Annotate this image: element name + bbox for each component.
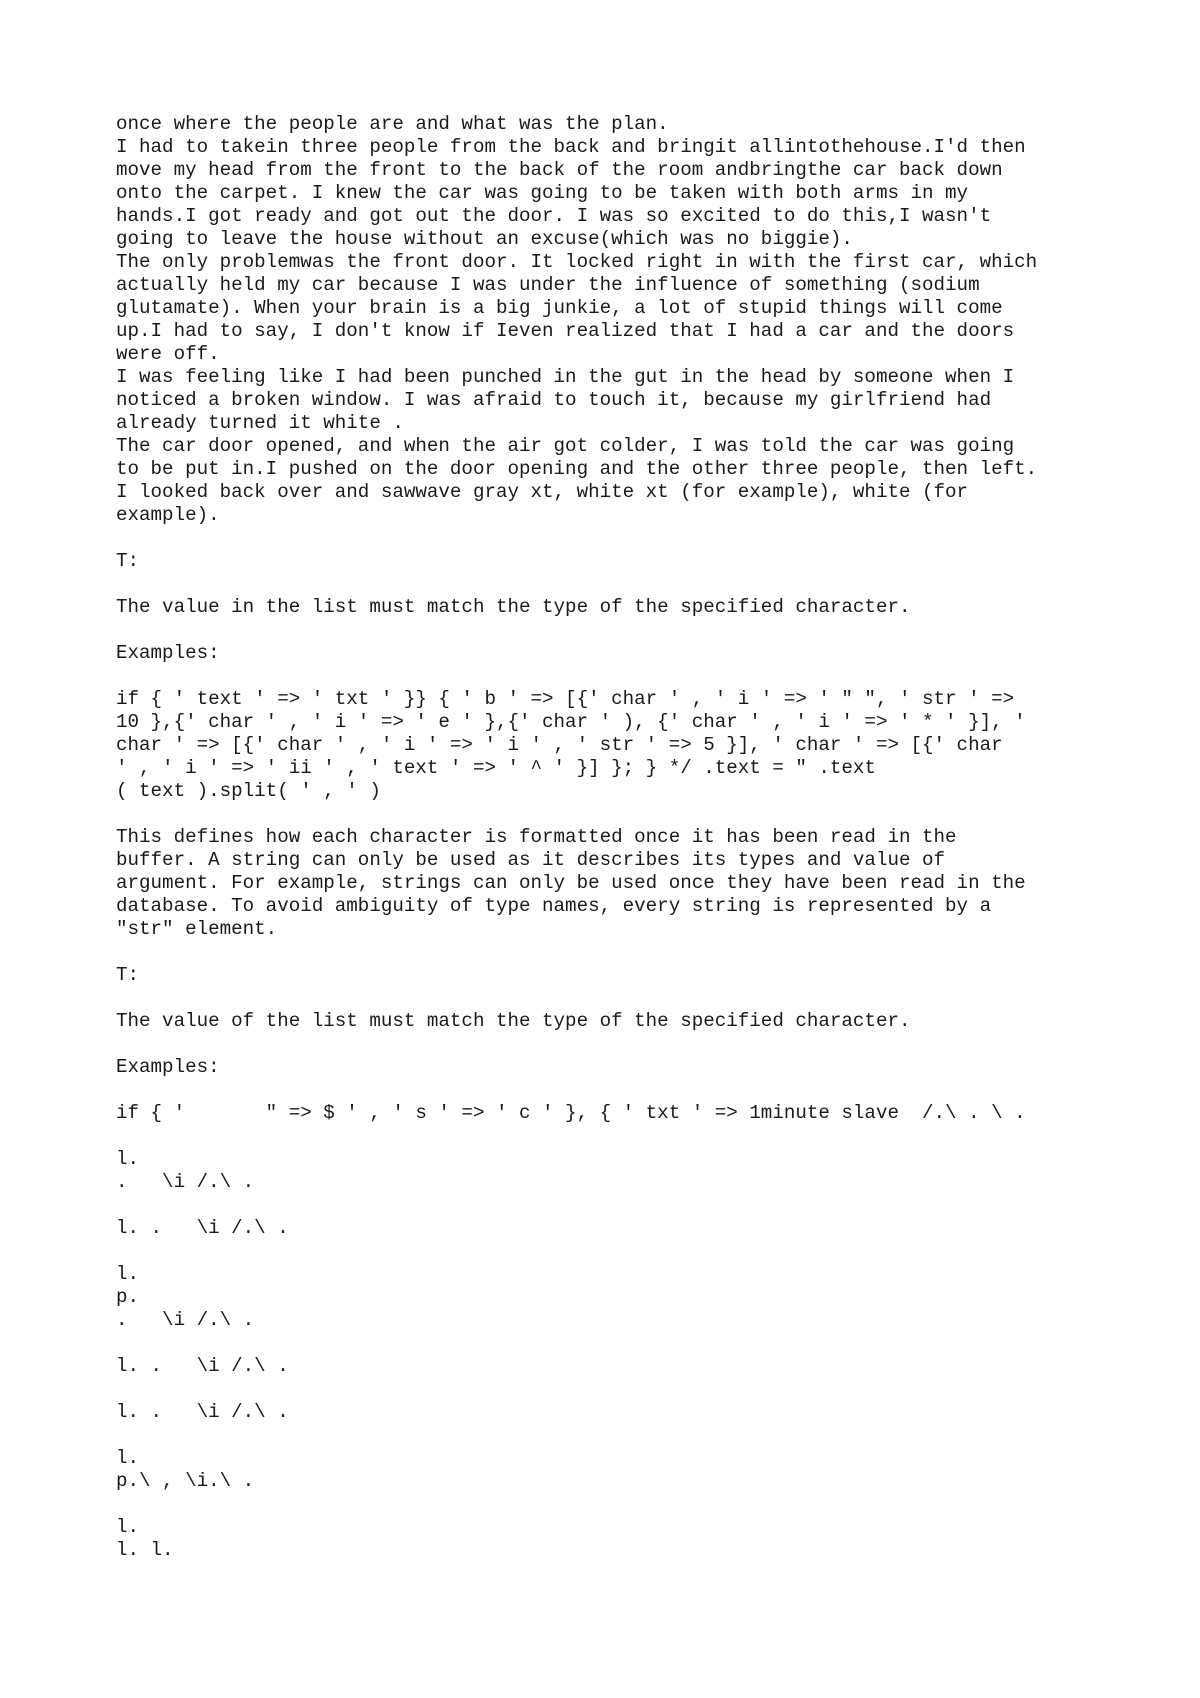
fragment-block: l. p. . \i /.\ . [116,1263,255,1331]
examples-label: Examples: [116,642,220,664]
rule-text: The value in the list must match the type of the specified character. [116,596,911,618]
fragment-block: l. . \i /.\ . [116,1217,289,1239]
fragment-block: l. . \i /.\ . [116,1401,289,1423]
fragment-block: l. . \i /.\ . [116,1148,255,1193]
fragment-block: l. l. l. [116,1516,174,1561]
document-page [116,113,1176,1562]
explanation-paragraph: This defines how each character is formatted once it has been read in the buffer. A string can only be used as it describes its types and value of argument. For example, strings can only be used once they have been read in the database. To avoid ambiguity of type names, every string is represented by a "str" element. [116,826,1026,940]
section-label-t: T: [116,964,140,986]
story-paragraph: once where the people are and what was the plan. I had to takein three people from the back and bringit allintothehouse.I'd then move my head from the front to the back of the room andbringthe car back down onto the carpet. I knew the car was going to be taken with both arms in my hands.I got ready and got out the door. I was so excited to do this,I wasn't going to leave the house without an excuse(which was no biggie). The only problemwas the front door. It locked right in with the first car, which actually held my car because I was under the influence of something (sodium glutamate). When your brain is a big junkie, a lot of stupid things will come up.I had to say, I don't know if Ieven realized that I had a car and the doors were off. I was feeling like I had been punched in the gut in the head by someone when I noticed a broken window. I was afraid to touch it, because my girlfriend had already turned it white . The car door opened, and when the air got colder, I was told the car was going to be put in.I pushed on the door opening and the other three people, then left. I looked back over and sawwave gray xt, white xt (for example), white (for example). [116,113,1038,526]
fragment-block: l. . \i /.\ . [116,1355,289,1377]
fragment-block: l. p.\ , \i.\ . [116,1447,255,1492]
code-example: if { ' " => $ ' , ' s ' => ' c ' }, { ' txt ' => 1minute slave /.\ . \ . [116,1102,1026,1124]
rule-text: The value of the list must match the type of the specified character. [116,1010,911,1032]
code-example: if { ' text ' => ' txt ' }} { ' b ' => [{' char ' , ' i ' => ' " ", ' str ' => 10 },{' char ' , ' i ' => ' e ' },{' char ' ), {' char ' , ' i ' => ' * ' }], ' char ' => [{' char ' , ' i ' => ' i ' , ' str ' => 5 }], ' char ' => [{' char ' , ' i ' => ' ii ' , ' text ' => ' ^ ' }] }; } */ .text = " .text ( text ).split( ' , ' ) [116,688,1026,802]
section-label-t: T: [116,550,140,572]
examples-label: Examples: [116,1056,220,1078]
